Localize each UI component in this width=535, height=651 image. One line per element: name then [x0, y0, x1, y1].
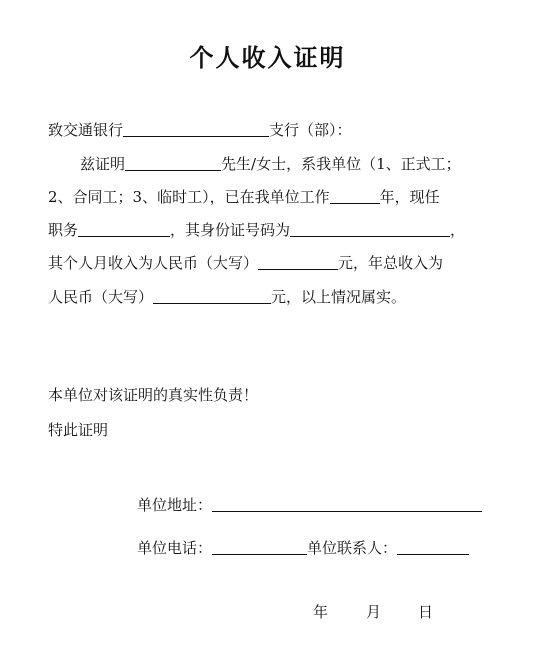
annual-income-label: 元，年总收入为 — [338, 254, 444, 272]
id-number-label: ，其身份证号码为 — [170, 221, 291, 239]
position-label: 职务 — [48, 221, 79, 239]
closing-text: 特此证明 — [48, 421, 109, 439]
address-line — [137, 495, 482, 515]
body-line-3 — [48, 220, 465, 240]
annual-income-cont-label: 人民币（大写） — [48, 288, 154, 306]
page-title: 个人收入证明 — [189, 44, 346, 72]
true-statement-text: 元，以上情况属实。 — [271, 288, 407, 306]
monthly-income-label: 其个人月收入为人民币（大写） — [48, 254, 259, 272]
employment-type-text: 先生/女士，系我单位（1、正式工； — [221, 155, 461, 173]
position-blank[interactable] — [78, 221, 170, 237]
certify-text: 兹证明 — [80, 155, 126, 173]
salutation-prefix: 致交通银行 — [48, 121, 124, 139]
comma-text: ， — [450, 221, 466, 239]
date-day-label: 日 — [418, 603, 434, 621]
years-worked-blank[interactable] — [330, 188, 380, 204]
body-line-1 — [80, 154, 461, 174]
current-position-text: 年，现任 — [379, 188, 440, 206]
monthly-income-blank[interactable] — [258, 254, 338, 270]
address-field[interactable] — [212, 496, 482, 512]
employment-type-cont-text: 2、合同工；3、临时工），已在我单位工作 — [48, 188, 330, 206]
branch-name-blank[interactable] — [123, 121, 269, 137]
annual-income-blank[interactable] — [153, 288, 271, 304]
phone-field[interactable] — [212, 539, 307, 555]
address-label: 单位地址： — [137, 496, 213, 514]
body-line-2 — [48, 187, 440, 207]
salutation-suffix: 支行（部）： — [269, 121, 352, 139]
employee-name-blank[interactable] — [125, 155, 221, 171]
body-line-4 — [48, 253, 443, 273]
id-number-blank[interactable] — [290, 221, 450, 237]
contact-line — [137, 538, 469, 558]
date-year-label: 年 — [313, 603, 329, 621]
contact-person-label: 单位联系人： — [307, 539, 398, 557]
phone-label: 单位电话： — [137, 539, 213, 557]
contact-person-field[interactable] — [397, 539, 469, 555]
body-line-5 — [48, 287, 406, 307]
salutation-line — [48, 120, 352, 140]
date-month-label: 月 — [366, 603, 382, 621]
responsibility-text: 本单位对该证明的真实性负责！ — [48, 386, 259, 404]
